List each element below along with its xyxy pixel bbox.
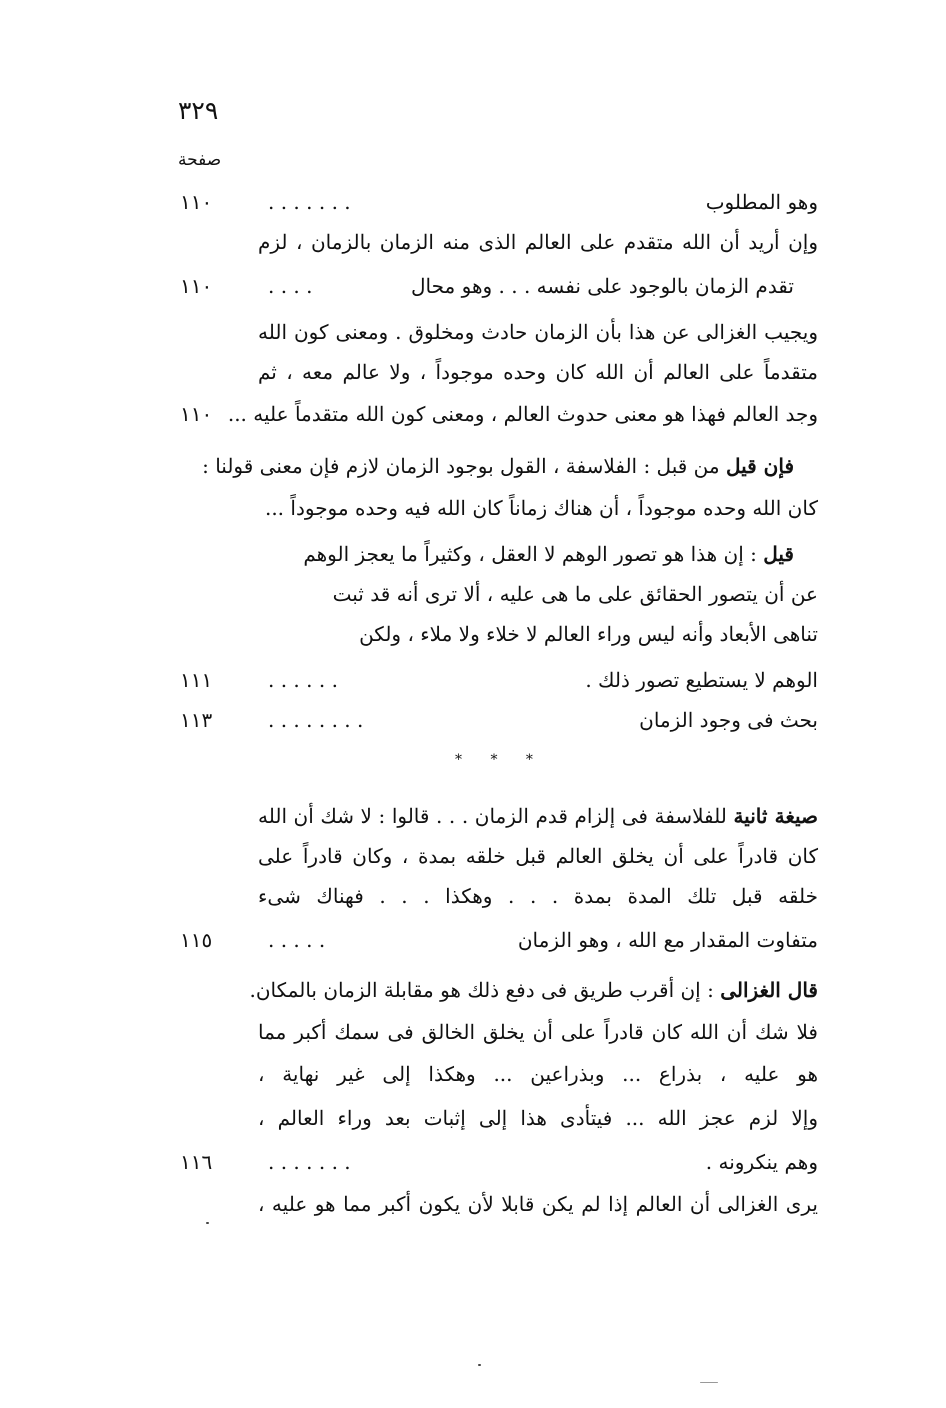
text-line: الوهم لا يستطيع تصور ذلك .	[585, 668, 818, 692]
page-reference: ١١٠	[180, 274, 213, 298]
text-line: وهم ينكرونه .	[705, 1150, 818, 1174]
leader-dots: . . . . . . .	[268, 1150, 351, 1174]
text-line: هو عليه ، بذراع ... وبذراعين ... وهكذا إلى غير نهاية ،	[258, 1062, 818, 1086]
lead-term: قيل	[763, 542, 794, 566]
page-reference: ١١١	[180, 668, 213, 692]
leader-dots: . . . . . . .	[268, 190, 351, 214]
page-reference: ١١٠	[180, 402, 213, 426]
leader-dots: . . . . .	[268, 928, 326, 952]
text-line: وإن أريد أن الله متقدم على العالم الذى منه الزمان بالزمان ، لزم	[258, 230, 818, 254]
section-separator: * * *	[455, 752, 545, 768]
text-line: صيغة ثانية للفلاسفة فى إلزام قدم الزمان . . . قالوا : لا شك أن الله	[258, 804, 818, 828]
column-header: صفحة	[178, 150, 222, 170]
text-line: متفاوت المقدار مع الله ، وهو الزمان	[517, 928, 818, 952]
text-line: خلقه قبل تلك المدة بمدة . . . وهكذا . . . فهناك شىء	[258, 884, 818, 908]
text-line: وهو المطلوب	[705, 190, 818, 214]
text-line: قيل : إن هذا هو تصور الوهم لا العقل ، وكثيراً ما يعجز الوهم	[303, 542, 794, 566]
lead-term: قال الغزالى	[720, 978, 818, 1002]
text-line: تناهى الأبعاد وأنه ليس وراء العالم لا خلاء ولا ملاء ، ولكن	[359, 622, 818, 646]
text-line: وجد العالم فهذا هو معنى حدوث العالم ، ومعنى كون الله متقدماً عليه ...	[227, 402, 818, 426]
text-line: ويجيب الغزالى عن هذا بأن الزمان حادث ومخلوق . ومعنى كون الله	[258, 320, 818, 344]
text-line: كان الله وحده موجوداً ، أن هناك زماناً كان الله فيه وحده موجوداً ...	[264, 496, 818, 520]
text-line: تقدم الزمان بالوجود على نفسه . . . وهو محال	[411, 274, 794, 298]
text-line: متقدماً على العالم أن الله كان وحده موجوداً ، ولا عالم معه ، ثم	[258, 360, 818, 384]
lead-term: صيغة ثانية	[733, 804, 818, 828]
page-reference: ١١٥	[180, 928, 213, 952]
leader-dots: . . . . . . . .	[268, 708, 364, 732]
text-line: بحث فى وجود الزمان	[639, 708, 818, 732]
scan-speck	[700, 1382, 718, 1383]
text-line: وإلا لزم عجز الله ... فيتأدى هذا إلى إثبات بعد وراء العالم ،	[258, 1106, 818, 1130]
text-line: عن أن يتصور الحقائق على ما هى عليه ، ألا ترى أنه قد ثبت	[332, 582, 818, 606]
page-reference: ١١٠	[180, 190, 213, 214]
text-line: فلا شك أن الله كان قادراً على أن يخلق الخالق فى سمك أكبر مما	[258, 1020, 818, 1044]
scan-speck	[478, 1364, 481, 1366]
text-line: قال الغزالى : إن أقرب طريق فى دفع ذلك هو مقابلة الزمان بالمكان.	[249, 978, 818, 1002]
page-number: ٣٢٩	[178, 96, 219, 125]
leader-dots: . . . .	[268, 274, 313, 298]
page-reference: ١١٣	[180, 708, 213, 732]
text-line: يرى الغزالى أن العالم إذا لم يكن قابلا لأن يكون أكبر مما هو عليه ،	[258, 1192, 818, 1216]
lead-term: فإن قيل	[725, 454, 794, 478]
text-line: فإن قيل من قبل : الفلاسفة ، القول بوجود الزمان لازم فإن معنى قولنا :	[202, 454, 794, 478]
leader-dots: . . . . . .	[268, 668, 338, 692]
scan-speck	[206, 1222, 209, 1224]
text-line: كان قادراً على أن يخلق العالم قبل خلقه بمدة ، وكان قادراً على	[258, 844, 818, 868]
page-reference: ١١٦	[180, 1150, 213, 1174]
